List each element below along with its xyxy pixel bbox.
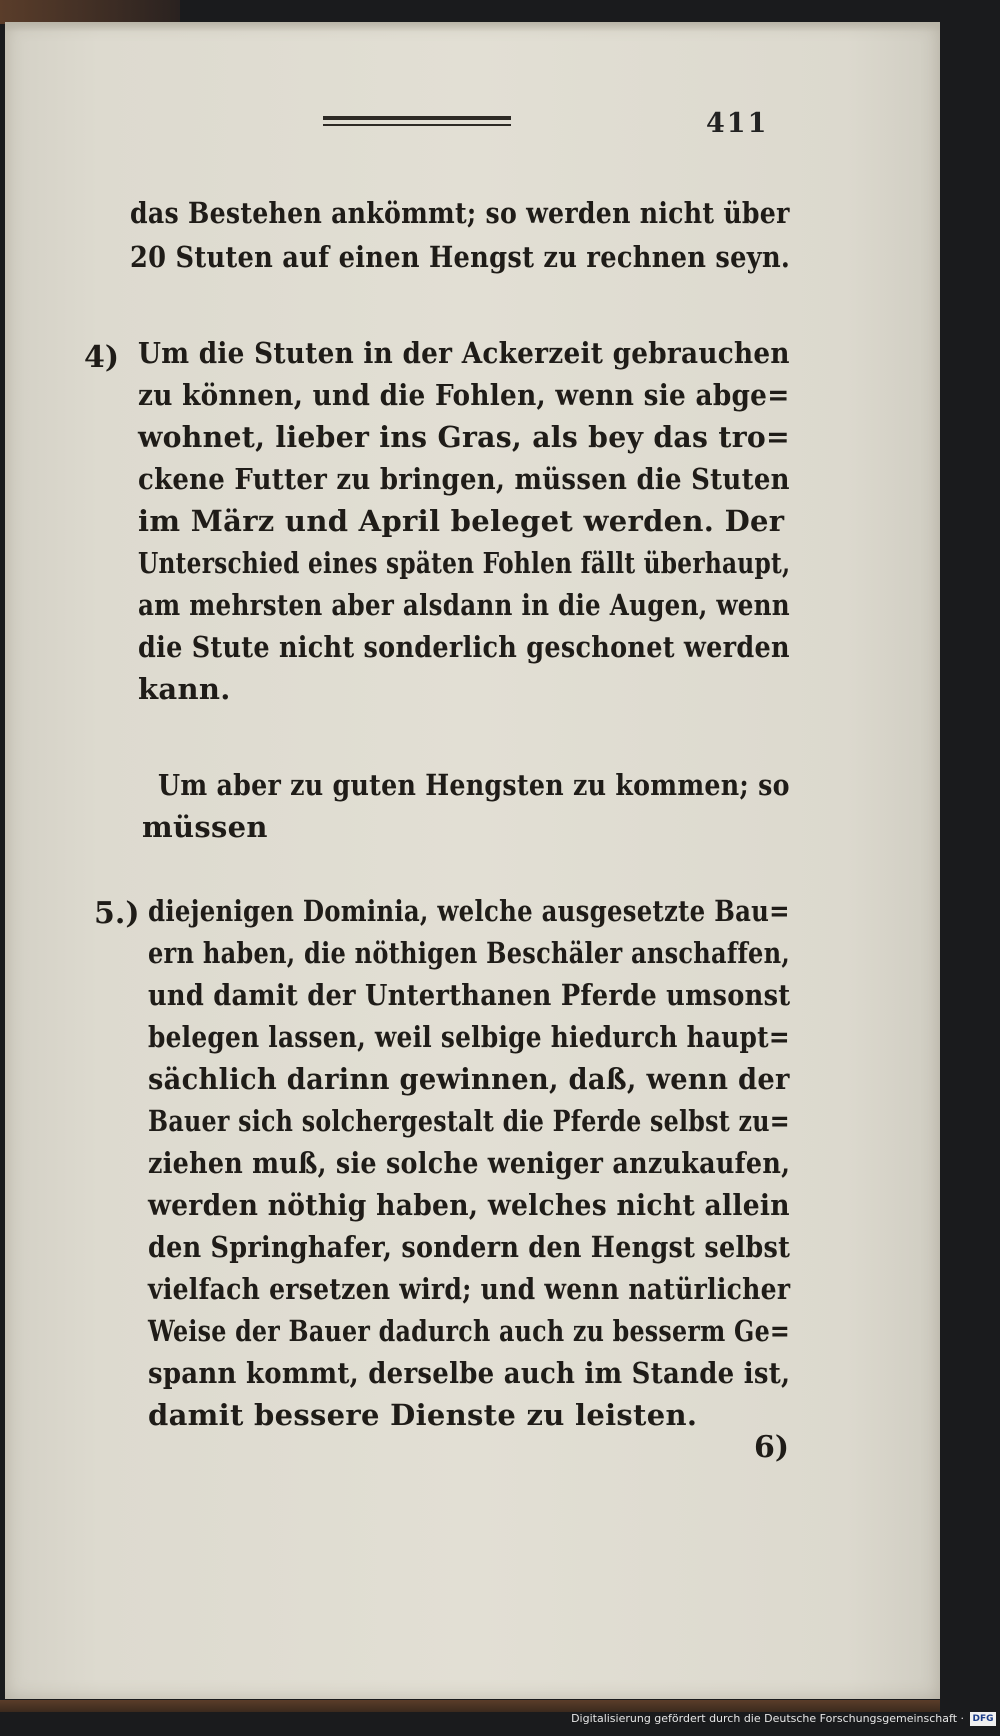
text-line: zu können, und die Fohlen, wenn sie abge= — [138, 378, 790, 412]
dfg-logo: DFG — [970, 1712, 996, 1726]
text-line: diejenigen Dominia, welche ausgesetzte Bau= — [148, 894, 790, 928]
text-line: Um aber zu guten Hengsten zu kommen; so — [158, 768, 790, 802]
text-line: Weise der Bauer dadurch auch zu besserm Ge= — [148, 1314, 791, 1348]
text-line: sächlich darinn gewinnen, daß, wenn der — [148, 1062, 790, 1096]
text-line: wohnet, lieber ins Gras, als bey das tro= — [138, 420, 790, 454]
text-line: ern haben, die nöthigen Beschäler anschaffen, — [148, 936, 790, 970]
text-line: den Springhafer, sondern den Hengst selbst — [148, 1230, 791, 1264]
header-rule-thick — [323, 116, 511, 120]
item-marker: 4) — [84, 340, 120, 375]
text-line: ckene Futter zu bringen, müssen die Stuten — [138, 462, 790, 496]
text-line: 20 Stuten auf einen Hengst zu rechnen seyn. — [130, 240, 791, 274]
text-line: müssen — [142, 810, 268, 844]
text-line: vielfach ersetzen wird; und wenn natürlicher — [148, 1272, 791, 1306]
text-line: am mehrsten aber alsdann in die Augen, wenn — [138, 588, 790, 622]
text-line: spann kommt, derselbe auch im Stande ist, — [148, 1356, 791, 1390]
page-number: 411 — [706, 108, 769, 139]
header-rule — [323, 116, 511, 126]
digitization-credit: Digitalisierung gefördert durch die Deutsche Forschungsgemeinschaft · — [571, 1712, 964, 1725]
text-line: Unterschied eines späten Fohlen fällt überhaupt, — [138, 546, 791, 580]
book-cover-edge — [0, 0, 180, 24]
text-line: kann. — [138, 672, 231, 706]
text-line: ziehen muß, sie solche weniger anzukaufen, — [148, 1146, 791, 1180]
text-line: und damit der Unterthanen Pferde umsonst — [148, 978, 791, 1012]
text-line: im März und April beleget werden. Der — [138, 504, 785, 538]
catchword: 6) — [754, 1430, 790, 1465]
text-line: Bauer sich solchergestalt die Pferde selbst zu= — [148, 1104, 790, 1138]
item-marker: 5.) — [94, 896, 140, 931]
text-line: die Stute nicht sonderlich geschonet werden — [138, 630, 790, 664]
text-line: Um die Stuten in der Ackerzeit gebrauchen — [138, 336, 790, 370]
text-line: das Bestehen ankömmt; so werden nicht über — [130, 196, 790, 230]
book-cover-edge-bottom — [0, 1700, 940, 1712]
header-rule-thin — [323, 124, 511, 126]
text-line: belegen lassen, weil selbige hiedurch haupt= — [148, 1020, 790, 1054]
text-line: werden nöthig haben, welches nicht allein — [148, 1188, 790, 1222]
text-line: damit bessere Dienste zu leisten. — [148, 1398, 698, 1432]
